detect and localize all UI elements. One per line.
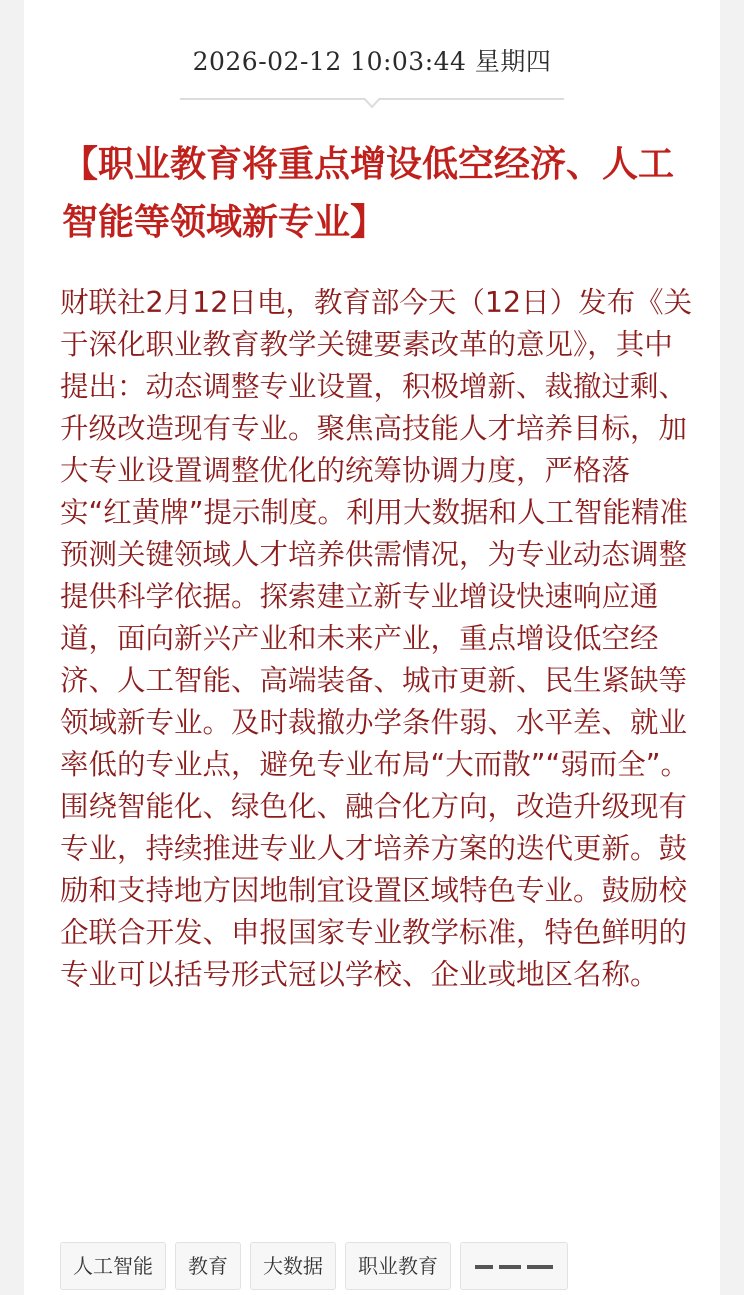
tag-vocational-education[interactable]: 职业教育: [345, 1242, 451, 1290]
tag-big-data[interactable]: 大数据: [250, 1242, 336, 1290]
tag-list: [60, 1242, 700, 1290]
publish-datetime: 2026-02-12 10:03:44 星期四: [192, 47, 552, 76]
more-icon[interactable]: [460, 1242, 568, 1290]
article-title: 【职业教育将重点增设低空经济、人工智能等领域新专业】: [62, 144, 675, 243]
divider-notch-icon: [363, 96, 381, 108]
article-body: 财联社2月12日电，教育部今天（12日）发布《关于深化职业教育教学关键要素改革的意见》，其中提出：动态调整专业设置，积极增新、裁撤过剩、升级改造现有专业。聚焦高技能人才培养目标，加大专业设置调整优化的统筹协调力度，严格落实“红黄牌”提示制度。利用大数据和人工智能精准预测关键领域人才培养供需情况，为专业动态调整提供科学依据。探索建立新专业增设快速响应通道，面向新兴产业和未来产业，重点增设低空经济、人工智能、高端装备、城市更新、民生紧缺等领域新专业。及时裁撤办学条件弱、水平差、就业率低的专业点，避免专业布局“大而散”“弱而全”。围绕智能化、绿色化、融合化方向，改造升级现有专业，持续推进专业人才培养方案的迭代更新。鼓励和支持地方因地制宜设置区域特色专业。鼓励校企联合开发、申报国家专业教学标准，特色鲜明的专业可以括号形式冠以学校、企业或地区名称。: [60, 286, 693, 991]
tag-education[interactable]: 教育: [175, 1242, 241, 1290]
article-card: [24, 0, 720, 1295]
tag-ai[interactable]: 人工智能: [60, 1242, 166, 1290]
